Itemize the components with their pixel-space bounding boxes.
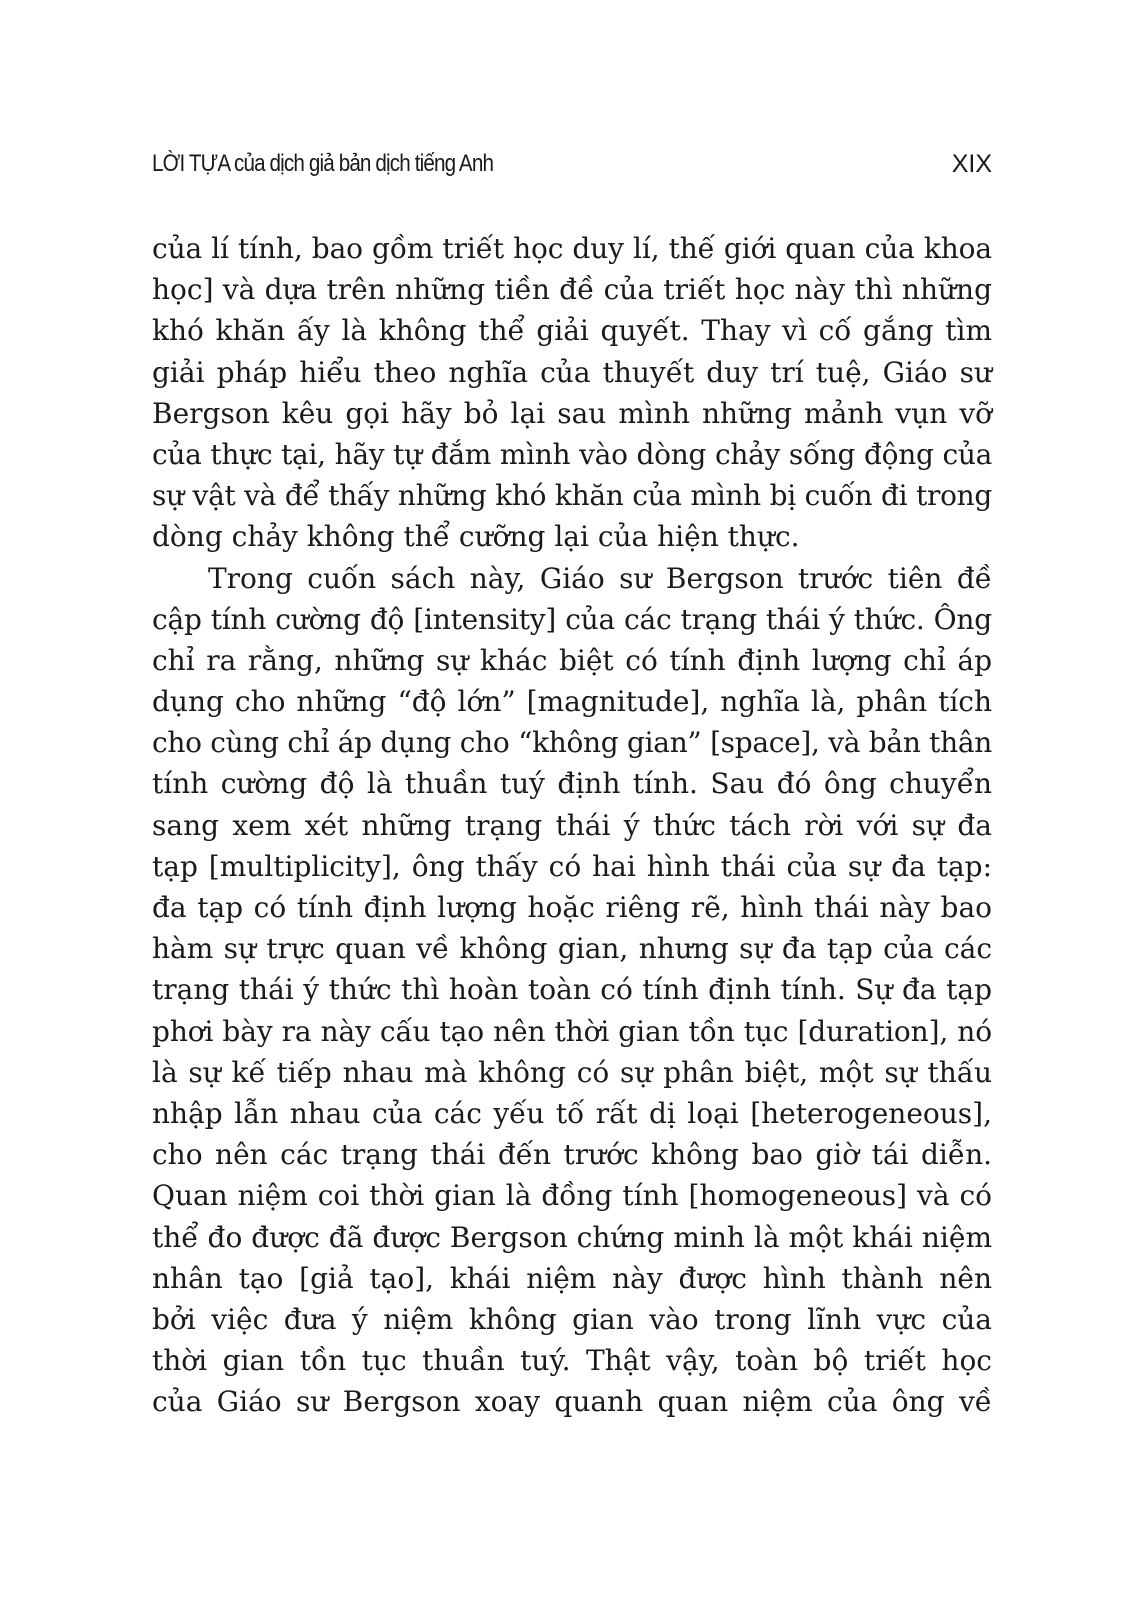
text-line: khó khăn ấy là không thể giải quyết. Thay vì cố gắng tìm (152, 314, 992, 348)
text-line: của thực tại, hãy tự đắm mình vào dòng chảy sống động của (152, 437, 992, 471)
text-line: Trong cuốn sách này, Giáo sư Bergson trước tiên đề (208, 561, 992, 595)
running-title: LỜI TỰA của dịch giả bản dịch tiếng Anh (152, 150, 494, 177)
text-line: tạp [multiplicity], ông thấy có hai hình thái của sự đa tạp: (152, 849, 992, 883)
text-line: sang xem xét những trạng thái ý thức tách rời với sự đa (152, 808, 992, 842)
text-line: thể đo được đã được Bergson chứng minh là một khái niệm (152, 1220, 992, 1254)
text-line: bởi việc đưa ý niệm không gian vào trong lĩnh vực của (152, 1302, 992, 1336)
text-line: Bergson kêu gọi hãy bỏ lại sau mình những mảnh vụn vỡ (152, 396, 992, 430)
text-line: chỉ ra rằng, những sự khác biệt có tính định lượng chỉ áp (152, 643, 992, 677)
page-number: XIX (951, 150, 992, 178)
running-head (152, 150, 992, 190)
text-line: tính cường độ là thuần tuý định tính. Sau đó ông chuyển (152, 767, 992, 801)
text-line: hàm sự trực quan về không gian, nhưng sự đa tạp của các (152, 932, 992, 966)
text-line: cho nên các trạng thái đến trước không bao giờ tái diễn. (152, 1138, 992, 1172)
text-line: là sự kế tiếp nhau mà không có sự phân biệt, một sự thấu (152, 1055, 992, 1089)
text-line: phơi bày ra này cấu tạo nên thời gian tồn tục [duration], nó (152, 1014, 992, 1048)
text-line: dòng chảy không thể cưỡng lại của hiện thực. (152, 520, 800, 554)
text-line: của lí tính, bao gồm triết học duy lí, thế giới quan của khoa (152, 232, 992, 265)
paragraph (152, 558, 992, 1423)
text-line: nhân tạo [giả tạo], khái niệm này được hình thành nên (152, 1261, 992, 1295)
text-line: của Giáo sư Bergson xoay quanh quan niệm của ông về (152, 1385, 992, 1419)
text-line: sự vật và để thấy những khó khăn của mình bị cuốn đi trong (152, 479, 992, 513)
text-line: giải pháp hiểu theo nghĩa của thuyết duy trí tuệ, Giáo sư (152, 355, 992, 389)
text-line: đa tạp có tính định lượng hoặc riêng rẽ, hình thái này bao (152, 891, 992, 924)
text-line: học] và dựa trên những tiền đề của triết học này thì những (152, 273, 992, 307)
body-text (152, 228, 992, 1422)
text-line: nhập lẫn nhau của các yếu tố rất dị loại [heterogeneous], (152, 1096, 992, 1130)
paragraph (152, 228, 992, 558)
text-line: Quan niệm coi thời gian là đồng tính [homogeneous] và có (152, 1179, 992, 1213)
text-line: cập tính cường độ [intensity] của các trạng thái ý thức. Ông (152, 602, 992, 636)
text-line: dụng cho những “độ lớn” [magnitude], nghĩa là, phân tích (152, 685, 992, 719)
text-line: thời gian tồn tục thuần tuý. Thật vậy, toàn bộ triết học (152, 1344, 992, 1378)
text-line: cho cùng chỉ áp dụng cho “không gian” [space], và bản thân (152, 726, 992, 760)
text-line: trạng thái ý thức thì hoàn toàn có tính định tính. Sự đa tạp (152, 973, 992, 1007)
